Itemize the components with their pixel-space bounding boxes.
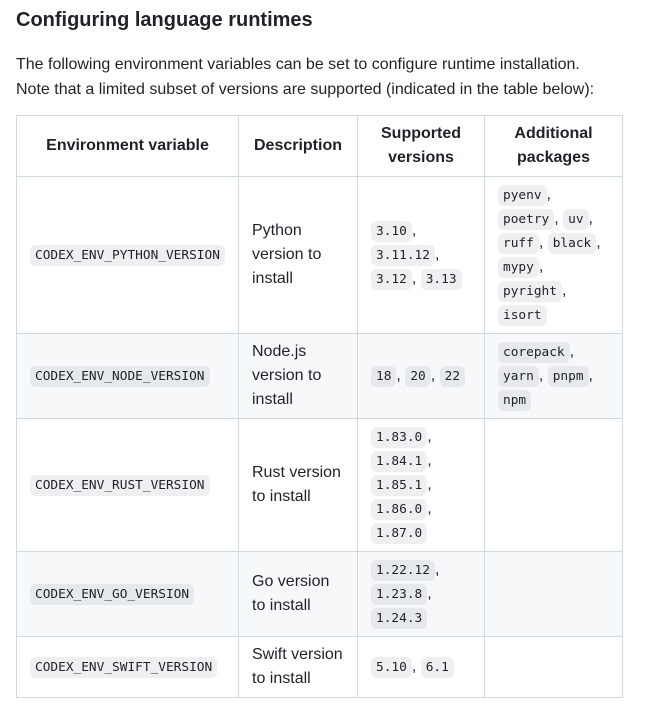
inline-code-badge: npm — [498, 390, 531, 411]
badge-separator: , — [588, 209, 593, 227]
cell-environment-variable — [17, 636, 239, 697]
inline-code-badge: 22 — [440, 366, 465, 387]
cell-additional-packages — [485, 636, 623, 697]
inline-code-badge: 6.1 — [421, 657, 454, 678]
inline-code-badge: 3.13 — [421, 269, 462, 290]
inline-code-badge: pyenv — [498, 185, 547, 206]
inline-code-badge: 5.10 — [371, 657, 412, 678]
header-description: Description — [239, 115, 358, 176]
runtime-table-body — [17, 176, 623, 697]
cell-supported-versions — [358, 551, 485, 636]
inline-code-badge: 1.85.1 — [371, 475, 427, 496]
table-row — [17, 418, 623, 551]
inline-code-badge: corepack — [498, 342, 570, 363]
table-row — [17, 176, 623, 333]
intro-paragraph — [16, 53, 636, 103]
cell-additional-packages — [485, 551, 623, 636]
badge-separator: , — [546, 185, 551, 203]
inline-code-badge: CODEX_ENV_SWIFT_VERSION — [30, 657, 217, 678]
inline-code-badge: 1.23.8 — [371, 584, 427, 605]
cell-additional-packages — [485, 176, 623, 333]
badge-separator: , — [430, 366, 440, 384]
intro-line-1: The following environment variables can be set to configure runtime installation. — [16, 56, 580, 73]
header-supported-versions: Supported versions — [358, 115, 485, 176]
intro-line-2: Note that a limited subset of versions are supported (indicated in the table below): — [16, 80, 595, 98]
badge-separator: , — [561, 281, 567, 299]
cell-supported-versions — [358, 176, 485, 333]
inline-code-badge: 1.86.0 — [371, 499, 427, 520]
inline-code-badge: CODEX_ENV_NODE_VERSION — [30, 366, 210, 387]
badge-separator: , — [554, 209, 564, 227]
cell-description: Rust version to install — [239, 418, 358, 551]
inline-code-badge: isort — [498, 305, 547, 326]
badge-separator: , — [411, 221, 417, 239]
cell-additional-packages — [485, 333, 623, 418]
inline-code-badge: 1.22.12 — [371, 560, 435, 581]
cell-environment-variable — [17, 551, 239, 636]
runtime-config-table — [16, 115, 623, 698]
inline-code-badge: CODEX_ENV_PYTHON_VERSION — [30, 245, 225, 266]
cell-description: Go version to install — [239, 551, 358, 636]
table-row — [17, 636, 623, 697]
page-title: Configuring language runtimes — [16, 9, 313, 31]
cell-description: Node.js version to install — [239, 333, 358, 418]
cell-description: Python version to install — [239, 176, 358, 333]
badge-separator: , — [411, 657, 421, 675]
inline-code-badge: black — [548, 233, 597, 254]
cell-supported-versions — [358, 418, 485, 551]
inline-code-badge: pyright — [498, 281, 562, 302]
inline-code-badge: 3.10 — [371, 221, 412, 242]
badge-separator: , — [538, 366, 548, 384]
inline-code-badge: 1.83.0 — [371, 427, 427, 448]
cell-supported-versions — [358, 333, 485, 418]
badge-separator: , — [427, 451, 432, 469]
table-row — [17, 551, 623, 636]
cell-additional-packages — [485, 418, 623, 551]
badge-separator: , — [538, 257, 544, 275]
cell-supported-versions — [358, 636, 485, 697]
cell-environment-variable — [17, 418, 239, 551]
inline-code-badge: 18 — [371, 366, 396, 387]
badge-separator: , — [596, 233, 601, 251]
cell-environment-variable — [17, 176, 239, 333]
cell-environment-variable — [17, 333, 239, 418]
cell-description: Swift version to install — [239, 636, 358, 697]
badge-separator: , — [588, 366, 593, 384]
badge-separator: , — [434, 560, 440, 578]
badge-separator: , — [427, 427, 432, 445]
table-header-row — [17, 115, 623, 176]
badge-separator: , — [411, 269, 421, 287]
inline-code-badge: 1.87.0 — [371, 523, 427, 544]
inline-code-badge: mypy — [498, 257, 539, 278]
inline-code-badge: CODEX_ENV_RUST_VERSION — [30, 475, 210, 496]
inline-code-badge: 20 — [405, 366, 430, 387]
inline-code-badge: uv — [563, 209, 588, 230]
inline-code-badge: 1.24.3 — [371, 608, 427, 629]
inline-code-badge: yarn — [498, 366, 539, 387]
badge-separator: , — [538, 233, 548, 251]
inline-code-badge: poetry — [498, 209, 554, 230]
table-row — [17, 333, 623, 418]
badge-separator: , — [427, 584, 432, 602]
inline-code-badge: 3.11.12 — [371, 245, 435, 266]
badge-separator: , — [427, 475, 432, 493]
inline-code-badge: 1.84.1 — [371, 451, 427, 472]
badge-separator: , — [434, 245, 440, 263]
inline-code-badge: CODEX_ENV_GO_VERSION — [30, 584, 194, 605]
badge-separator: , — [427, 499, 432, 517]
inline-code-badge: pnpm — [548, 366, 589, 387]
header-environment-variable: Environment variable — [17, 115, 239, 176]
header-additional-packages: Additional packages — [485, 115, 623, 176]
inline-code-badge: ruff — [498, 233, 539, 254]
badge-separator: , — [396, 366, 406, 384]
inline-code-badge: 3.12 — [371, 269, 412, 290]
badge-separator: , — [569, 342, 575, 360]
